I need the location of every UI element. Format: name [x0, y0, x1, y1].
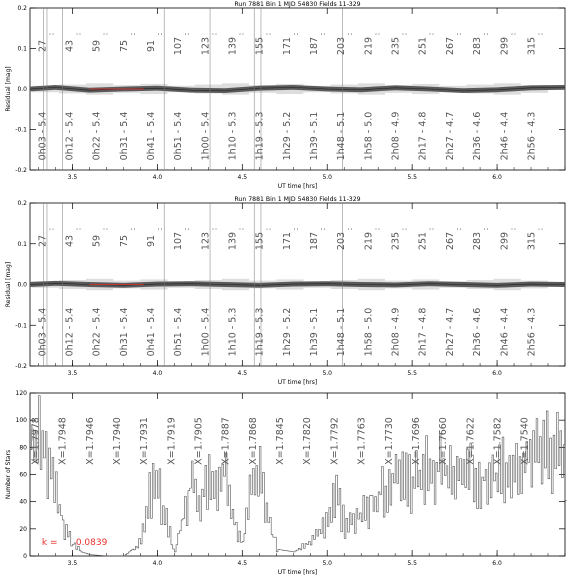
- airmass-label: X=1.7887: [220, 417, 232, 465]
- field-time-label: 2h17 - 4.8: [417, 111, 429, 161]
- field-number-label: 123: [200, 231, 212, 251]
- field-number-label: 59: [91, 39, 103, 53]
- x-tick-label: 3.5: [67, 370, 78, 377]
- field-time-label: 1h29 - 5.2: [281, 111, 293, 161]
- x-tick-label: 4.5: [237, 174, 248, 181]
- field-time-label: 2h27 - 4.7: [444, 111, 456, 161]
- field-number-label: 107: [173, 36, 185, 56]
- star-count-histogram: [30, 396, 567, 556]
- field-number-label: 75: [118, 39, 130, 53]
- field-colon: :: [399, 227, 409, 231]
- y-tick-label: 120: [15, 390, 27, 397]
- field-time-label: 1h00 - 5.4: [200, 307, 212, 357]
- field-number-label: 43: [64, 234, 76, 248]
- field-colon: :: [372, 32, 382, 36]
- field-colon: :: [46, 227, 56, 231]
- field-number-label: 299: [499, 231, 511, 251]
- y-tick-label: 0.2: [17, 200, 27, 207]
- x-tick-label: 4.5: [237, 370, 248, 377]
- y-axis-label: Number of Stars: [5, 449, 12, 500]
- x-tick-label: 3.5: [67, 560, 78, 567]
- field-colon: :: [46, 32, 56, 36]
- airmass-label: X=1.7763: [356, 417, 368, 465]
- airmass-label: X=1.7919: [166, 417, 178, 465]
- airmass-label: X=1.7931: [139, 417, 151, 465]
- x-tick-label: 5.5: [407, 370, 417, 377]
- airmass-label: X=1.7845: [275, 417, 287, 465]
- field-number-label: 155: [254, 36, 266, 56]
- x-tick-label: 4.5: [237, 560, 248, 567]
- field-number-label: 235: [390, 231, 402, 251]
- y-tick-label: 0.1: [17, 240, 27, 248]
- chart-title: Run 7881 Bin 1 MJD 54830 Fields 11-329: [234, 196, 361, 203]
- field-number-label: 283: [472, 231, 484, 251]
- field-colon: :: [535, 227, 545, 231]
- x-tick-label: 4.0: [152, 560, 163, 567]
- field-number-label: 75: [118, 234, 130, 248]
- field-time-label: 1h58 - 5.0: [363, 307, 375, 357]
- field-number-label: 267: [444, 36, 456, 56]
- field-number-label: 235: [390, 36, 402, 56]
- airmass-label: X=1.7978: [30, 417, 42, 465]
- field-time-label: 2h56 - 4.3: [526, 111, 538, 161]
- field-time-label: 1h39 - 5.1: [309, 307, 321, 357]
- star-count-panel: [5, 390, 567, 576]
- field-colon: :: [453, 32, 463, 36]
- field-colon: :: [127, 227, 137, 231]
- y-tick-label: 0.2: [17, 5, 27, 12]
- x-tick-label: 3.5: [67, 174, 78, 181]
- field-colon: :: [236, 227, 246, 231]
- field-time-label: 1h29 - 5.2: [281, 307, 293, 357]
- field-colon: :: [100, 227, 110, 231]
- x-axis-label: UT time [hrs]: [277, 183, 318, 190]
- extinction-k-label: k =: [41, 538, 58, 549]
- field-time-label: 2h17 - 4.8: [417, 307, 429, 357]
- field-time-label: 0h41 - 5.4: [145, 111, 157, 161]
- field-time-label: 0h41 - 5.4: [145, 307, 157, 357]
- field-time-label: 1h48 - 5.1: [336, 111, 348, 161]
- y-tick-label: -0.2: [15, 363, 27, 370]
- x-axis-label: UT time [hrs]: [277, 379, 318, 386]
- field-time-label: 0h03 - 5.4: [37, 307, 49, 357]
- field-number-label: 203: [336, 36, 348, 56]
- field-colon: :: [209, 32, 219, 36]
- field-time-label: 1h19 - 5.3: [254, 307, 266, 357]
- field-time-label: 2h36 - 4.6: [472, 307, 484, 357]
- field-number-label: 27: [37, 234, 49, 248]
- field-time-label: 2h46 - 4.4: [499, 307, 511, 357]
- field-time-label: 1h39 - 5.1: [309, 111, 321, 161]
- field-number-label: 187: [309, 36, 321, 56]
- field-time-label: 0h03 - 5.4: [37, 111, 49, 161]
- field-colon: :: [535, 32, 545, 36]
- field-time-label: 2h08 - 4.9: [390, 307, 402, 357]
- y-tick-label: 0.0: [17, 86, 27, 93]
- field-number-label: 123: [200, 36, 212, 56]
- field-number-label: 59: [91, 234, 103, 248]
- field-number-label: 171: [281, 36, 293, 56]
- field-time-label: 0h22 - 5.4: [91, 307, 103, 357]
- field-time-label: 0h51 - 5.4: [173, 307, 185, 357]
- field-time-label: 0h31 - 5.4: [118, 307, 130, 357]
- airmass-label: X=1.7582: [492, 417, 504, 465]
- field-number-label: 219: [363, 231, 375, 251]
- chart-title: Run 7881 Bin 1 MJD 54830 Fields 11-329: [234, 1, 361, 8]
- field-number-label: 219: [363, 36, 375, 56]
- field-number-label: 91: [145, 39, 157, 53]
- airmass-label: X=1.7540: [519, 417, 531, 465]
- airmass-label: X=1.7940: [112, 417, 124, 465]
- field-colon: :: [318, 32, 328, 36]
- y-tick-label: 0: [23, 553, 27, 560]
- field-number-label: 155: [254, 231, 266, 251]
- field-time-label: 0h12 - 5.4: [64, 111, 76, 161]
- residual-panel-middle: [5, 196, 565, 386]
- y-tick-label: -0.1: [15, 322, 27, 330]
- x-axis-label: UT time [hrs]: [277, 569, 318, 576]
- field-number-label: 139: [227, 231, 239, 251]
- field-colon: :: [236, 32, 246, 36]
- field-colon: :: [290, 32, 300, 36]
- field-time-label: 0h12 - 5.4: [64, 307, 76, 357]
- field-colon: :: [481, 32, 491, 36]
- field-time-label: 2h27 - 4.7: [444, 307, 456, 357]
- y-tick-label: 40: [19, 498, 27, 506]
- y-tick-label: 100: [15, 417, 27, 425]
- field-time-label: 1h19 - 5.3: [254, 111, 266, 161]
- field-colon: :: [263, 32, 273, 36]
- field-colon: :: [508, 32, 518, 36]
- field-number-label: 251: [417, 36, 429, 56]
- field-colon: :: [426, 32, 436, 36]
- x-tick-label: 6.0: [492, 560, 502, 567]
- field-colon: :: [453, 227, 463, 231]
- field-time-label: 0h51 - 5.4: [173, 111, 185, 161]
- field-time-label: 1h48 - 5.1: [336, 307, 348, 357]
- field-colon: :: [481, 227, 491, 231]
- field-number-label: 315: [526, 36, 538, 56]
- field-colon: :: [154, 227, 164, 231]
- field-time-label: 2h36 - 4.6: [472, 111, 484, 161]
- y-tick-label: 0.1: [17, 45, 27, 53]
- field-number-label: 187: [309, 231, 321, 251]
- x-tick-label: 5.5: [407, 174, 417, 181]
- field-number-label: 251: [417, 231, 429, 251]
- field-number-label: 139: [227, 36, 239, 56]
- airmass-label: X=1.7905: [193, 417, 205, 465]
- field-number-label: 299: [499, 36, 511, 56]
- field-colon: :: [127, 32, 137, 36]
- field-number-label: 171: [281, 231, 293, 251]
- field-colon: :: [508, 227, 518, 231]
- field-colon: :: [182, 227, 192, 231]
- field-number-label: 107: [173, 231, 185, 251]
- field-number-label: 267: [444, 231, 456, 251]
- airmass-label: X=1.7946: [84, 417, 96, 465]
- field-time-label: 1h10 - 5.3: [227, 111, 239, 161]
- airmass-label: X=1.7696: [410, 417, 422, 465]
- field-colon: :: [345, 227, 355, 231]
- field-time-label: 1h00 - 5.4: [200, 111, 212, 161]
- plot-frame: [30, 393, 565, 556]
- x-tick-label: 6.0: [492, 370, 502, 377]
- field-colon: :: [73, 32, 83, 36]
- field-colon: :: [290, 227, 300, 231]
- airmass-label: X=1.7622: [465, 417, 477, 465]
- y-tick-label: -0.1: [15, 126, 27, 134]
- y-tick-label: 80: [19, 444, 27, 452]
- field-colon: :: [372, 227, 382, 231]
- x-tick-label: 4.0: [152, 370, 163, 377]
- field-time-label: 1h10 - 5.3: [227, 307, 239, 357]
- field-time-label: 2h08 - 4.9: [390, 111, 402, 161]
- y-tick-label: 60: [19, 471, 27, 479]
- y-axis-label: Residual [mag]: [5, 66, 12, 112]
- field-number-label: 91: [145, 234, 157, 248]
- extinction-k-value: 0.0839: [75, 538, 108, 549]
- field-time-label: 1h58 - 5.0: [363, 111, 375, 161]
- x-tick-label: 5.0: [322, 370, 332, 377]
- field-number-label: 43: [64, 39, 76, 53]
- x-tick-label: 6.0: [492, 174, 502, 181]
- field-colon: :: [318, 227, 328, 231]
- field-number-label: 203: [336, 231, 348, 251]
- field-colon: :: [154, 32, 164, 36]
- airmass-label: X=1.7868: [247, 417, 259, 465]
- residual-panel-top: [5, 1, 565, 190]
- field-colon: :: [399, 32, 409, 36]
- field-time-label: 2h46 - 4.4: [499, 111, 511, 161]
- airmass-label: X=1.7730: [383, 417, 395, 465]
- field-colon: :: [100, 32, 110, 36]
- y-axis-label: Residual [mag]: [5, 261, 12, 308]
- field-time-label: 2h56 - 4.3: [526, 307, 538, 357]
- y-tick-label: 20: [19, 525, 27, 533]
- field-time-label: 0h31 - 5.4: [118, 111, 130, 161]
- y-tick-label: -0.2: [15, 167, 27, 174]
- field-colon: :: [263, 227, 273, 231]
- airmass-label: X=1.7792: [329, 417, 341, 465]
- field-colon: :: [209, 227, 219, 231]
- field-time-label: 0h22 - 5.4: [91, 111, 103, 161]
- x-tick-label: 5.5: [407, 560, 417, 567]
- field-number-label: 27: [37, 39, 49, 53]
- field-number-label: 283: [472, 36, 484, 56]
- y-tick-label: 0.0: [17, 281, 27, 289]
- x-tick-label: 4.0: [152, 174, 163, 181]
- field-number-label: 315: [526, 231, 538, 251]
- field-colon: :: [426, 227, 436, 231]
- x-tick-label: 5.0: [322, 560, 332, 567]
- airmass-label: X=1.7948: [57, 417, 69, 465]
- field-colon: :: [73, 227, 83, 231]
- field-colon: :: [182, 32, 192, 36]
- airmass-label: X=1.7660: [438, 417, 450, 465]
- x-tick-label: 5.0: [322, 174, 332, 181]
- airmass-label: X=1.7820: [302, 417, 314, 465]
- field-colon: :: [345, 32, 355, 36]
